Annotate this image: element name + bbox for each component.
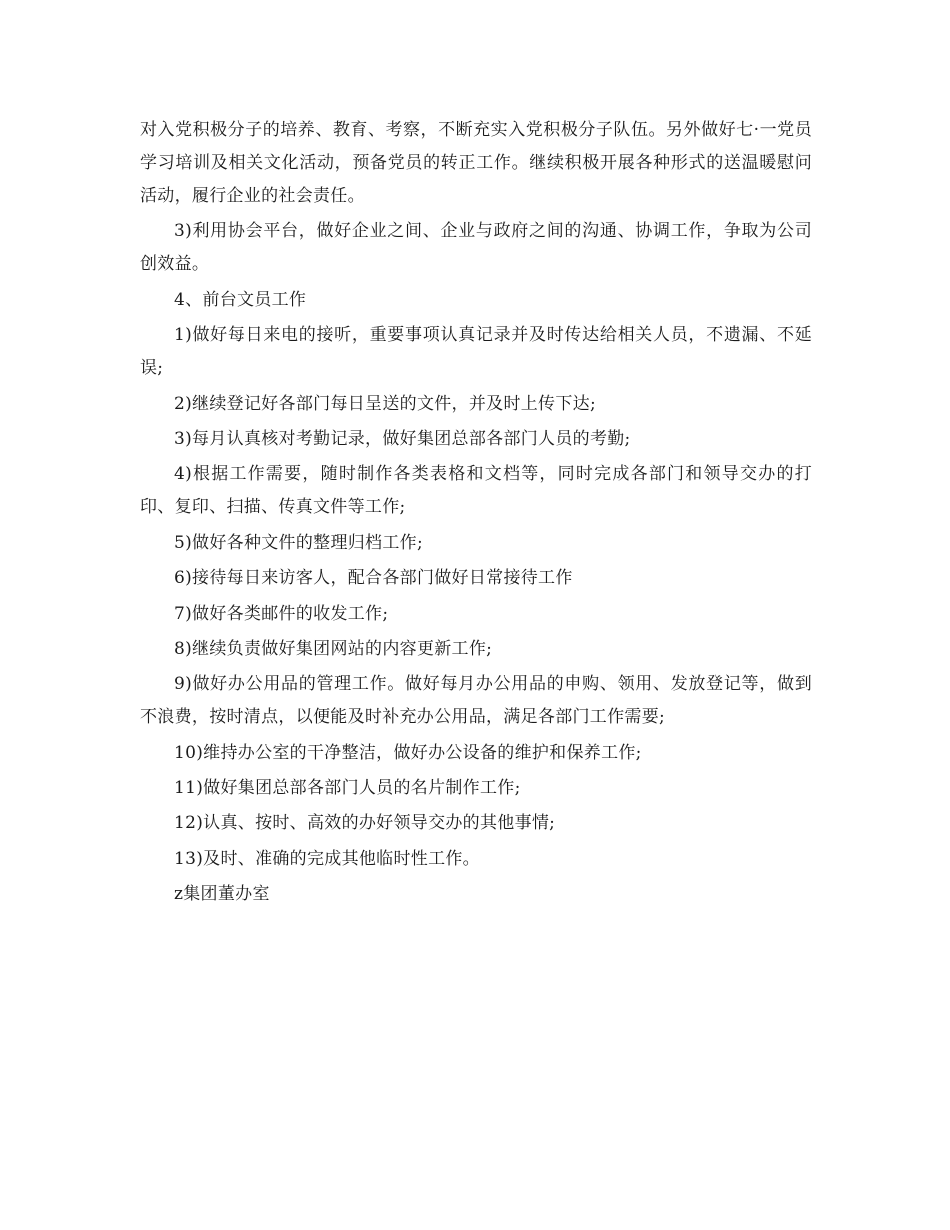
list-item: 1)做好每日来电的接听，重要事项认真记录并及时传达给相关人员，不遗漏、不延误;	[140, 325, 812, 379]
list-item: 9)做好办公用品的管理工作。做好每月办公用品的申购、领用、发放登记等，做到不浪费，按时清点，以便能及时补充办公用品，满足各部门工作需要;	[140, 674, 812, 728]
list-item: 8)继续负责做好集团网站的内容更新工作;	[174, 638, 493, 659]
list-item: 12)认真、按时、高效的办好领导交办的其他事情;	[174, 813, 556, 834]
paragraph: 对入党积极分子的培养、教育、考察，不断充实入党积极分子队伍。另外做好七·一党员学习培训及相关文化活动，预备党员的转正工作。继续积极开展各种形式的送温暖慰问活动，履行企业的社会责任。	[140, 120, 812, 206]
list-item: 3)每月认真核对考勤记录，做好集团总部各部门人员的考勤;	[174, 428, 631, 449]
list-item: 11)做好集团总部各部门人员的名片制作工作;	[174, 778, 521, 799]
section-heading: 4、前台文员工作	[174, 289, 307, 310]
list-item: 6)接待每日来访客人，配合各部门做好日常接待工作	[174, 568, 573, 589]
list-item: 10)维持办公室的干净整洁，做好办公设备的维护和保养工作;	[174, 742, 642, 763]
list-item: 13)及时、准确的完成其他临时性工作。	[174, 848, 480, 869]
document-body	[140, 114, 812, 914]
signature-line: z集团董办室	[174, 884, 270, 905]
list-item: 7)做好各类邮件的收发工作;	[174, 603, 389, 624]
list-item: 2)继续登记好各部门每日呈送的文件，并及时上传下达;	[174, 393, 596, 414]
paragraph: 3)利用协会平台，做好企业之间、企业与政府之间的沟通、协调工作，争取为公司创效益。	[140, 221, 812, 275]
list-item: 4)根据工作需要，随时制作各类表格和文档等，同时完成各部门和领导交办的打印、复印、扫描、传真文件等工作;	[140, 464, 812, 518]
list-item: 5)做好各种文件的整理归档工作;	[174, 532, 423, 553]
